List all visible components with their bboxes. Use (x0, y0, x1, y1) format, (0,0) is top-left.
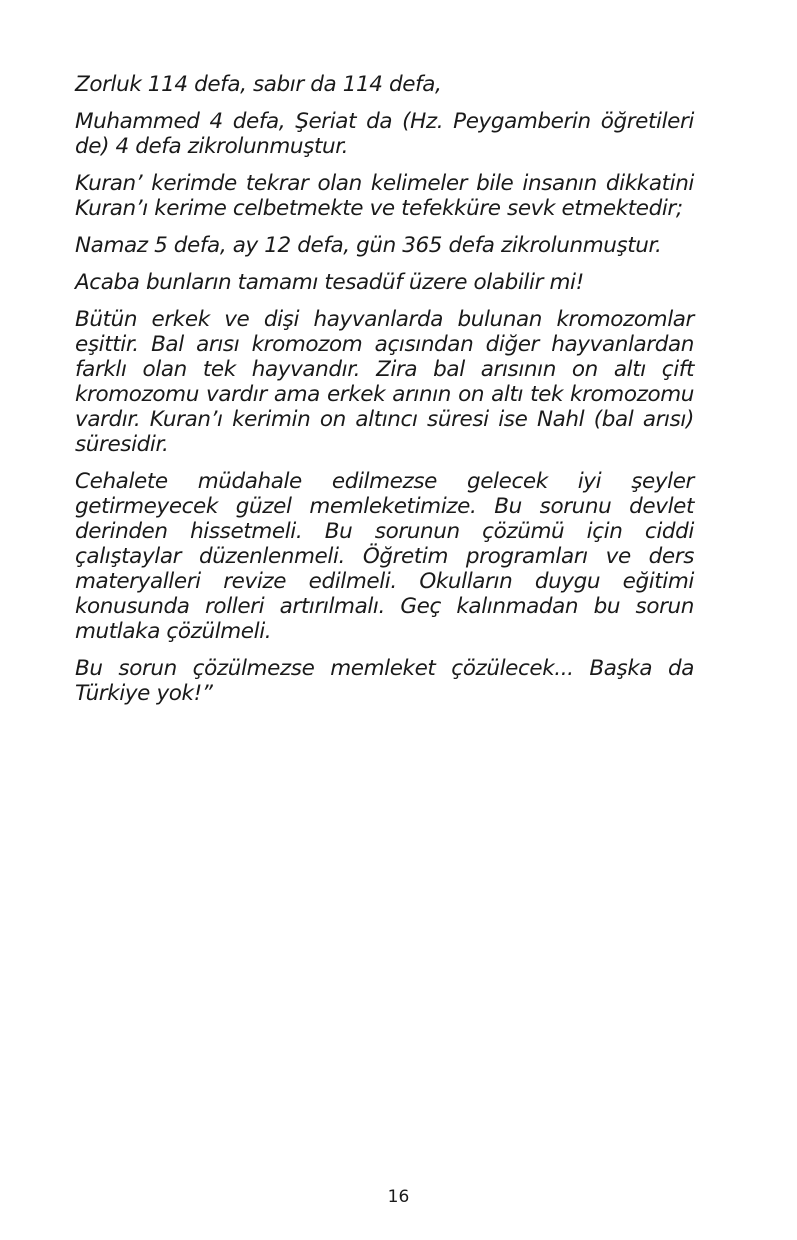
paragraph-8: Bu sorun çözülmezse memleket çözülecek... Başka da Türkiye yok!” (75, 656, 694, 706)
paragraph-4: Namaz 5 defa, ay 12 defa, gün 365 defa zikrolunmuştur. (75, 233, 662, 258)
page-number: 16 (387, 1187, 410, 1207)
paragraph-1: Zorluk 114 defa, sabır da 114 defa, (75, 72, 442, 97)
paragraph-2: Muhammed 4 defa, Şeriat da (Hz. Peygamberin öğretileri de) 4 defa zikrolunmuştur. (75, 109, 694, 159)
paragraph-7: Cehalete müdahale edilmezse gelecek iyi şeyler getirmeyecek güzel memleketimize. Bu sorunu devlet derinden hissetmeli. Bu sorunun çözümü için ciddi çalıştaylar düzenlenmeli. Öğretim programları ve ders materyalleri revize edilmeli. Okulların duygu eğitimi konusunda rolleri artırılmalı. Geç kalınmadan bu sorun mutlaka çözülmeli. (75, 469, 694, 644)
paragraph-6: Bütün erkek ve dişi hayvanlarda bulunan kromozomlar eşittir. Bal arısı kromozom açısından diğer hayvanlardan farklı olan tek hayvandır. Zira bal arısının on altı çift kromozomu vardır ama erkek arının on altı tek kromozomu vardır. Kuran’ı kerimin on altıncı süresi ise Nahl (bal arısı) süresidir. (75, 307, 694, 457)
paragraph-3: Kuran’ kerimde tekrar olan kelimeler bile insanın dikkatini Kuran’ı kerime celbetmekte ve tefekküre sevk etmektedir; (75, 171, 694, 221)
paragraph-5: Acaba bunların tamamı tesadüf üzere olabilir mi! (75, 270, 584, 295)
page-body (75, 72, 694, 718)
